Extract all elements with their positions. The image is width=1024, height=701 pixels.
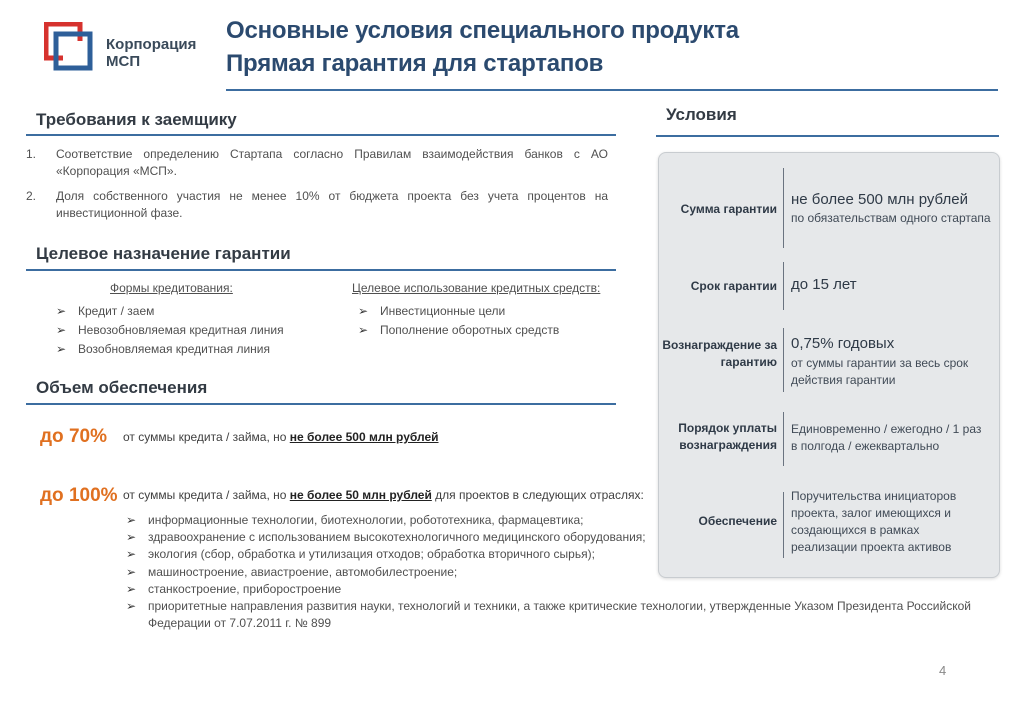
logo-mark-icon [44,22,98,74]
arrow-bullet-icon: ➢ [358,323,369,337]
list-item: ➢ Невозобновляемая кредитная линия [56,321,284,340]
condition-value: Поручительства инициаторов проекта, залог имеющихся и создающихся в рамках реализации проекта активов [791,489,957,554]
logo-line2: МСП [106,53,141,70]
logo-text [106,36,196,70]
arrow-bullet-icon: ➢ [56,323,67,337]
arrow-bullet-icon: ➢ [126,530,137,544]
condition-label: Обеспечение [698,514,777,528]
condition-value: до 15 лет [791,276,857,293]
condition-value: Единовременно / ежегодно / 1 раз в полгода / ежеквартально [791,422,982,453]
requirements-divider [26,134,616,136]
arrow-bullet-icon: ➢ [126,582,137,596]
condition-note: по обязательствам одного стартапа [791,211,991,225]
condition-divider [783,492,784,558]
condition-divider [783,262,784,310]
condition-note: от суммы гарантии за весь срок действия гарантии [791,356,969,387]
forms-list [56,302,284,359]
logo-line1: Корпорация [106,36,197,53]
collateral-pct-100: до 100% [40,485,118,506]
requirement-item [26,146,608,180]
condition-divider [783,168,784,248]
collateral-text-100: от суммы кредита / займа, но не более 50 млн рублей для проектов в следующих отраслях: [123,488,644,502]
requirement-number: 2. [26,189,37,203]
industry-item: ➢ машиностроение, авиастроение, автомобилестроение; [126,565,458,579]
industry-item: ➢ экология (сбор, обработка и утилизация отходов; обработка вторичного сырья); [126,547,595,561]
title-line1: Основные условия специального продукта [226,17,739,44]
collateral-text-70: от суммы кредита / займа, но не более 500 млн рублей [123,430,439,444]
industry-item: ➢ приоритетные направления развития науки, технологий и техники, а также критические технологии, утвержденные Указом Президента Российской Федерации от 7.07.2011 г. № 899 [126,599,971,630]
condition-label: Срок гарантии [690,279,777,293]
industry-item: ➢ здравоохранение с использованием высокотехнологичного медицинского оборудования; [126,530,646,544]
condition-label: Вознаграждение за гарантию [662,338,777,369]
title-line2: Прямая гарантия для стартапов [226,50,604,77]
list-item: ➢ Инвестиционные цели [358,302,559,321]
requirement-text: Соответствие определению Стартапа согласно Правилам взаимодействия банков с АО «Корпорация «МСП». [56,147,608,178]
forms-heading: Формы кредитования: [110,281,233,295]
industry-item: ➢ информационные технологии, биотехнологии, робототехника, фармацевтика; [126,513,584,527]
condition-value: 0,75% годовых [791,335,895,352]
arrow-bullet-icon: ➢ [126,513,137,527]
title-divider [226,89,998,91]
list-item: ➢ Возобновляемая кредитная линия [56,340,284,359]
arrow-bullet-icon: ➢ [126,565,137,579]
purpose-heading: Целевое назначение гарантии [36,244,291,263]
collateral-pct-70: до 70% [40,426,107,447]
requirement-item [26,188,608,222]
arrow-bullet-icon: ➢ [56,342,67,356]
conditions-divider [656,135,999,137]
list-item: ➢ Кредит / заем [56,302,284,321]
arrow-bullet-icon: ➢ [126,547,137,561]
condition-label: Сумма гарантии [680,202,777,216]
requirement-number: 1. [26,147,37,161]
use-heading: Целевое использование кредитных средств: [352,281,601,295]
conditions-heading: Условия [666,105,737,124]
arrow-bullet-icon: ➢ [358,304,369,318]
purpose-divider [26,269,616,271]
condition-divider [783,412,784,466]
condition-value: не более 500 млн рублей [791,191,968,208]
condition-label: Порядок уплаты вознаграждения [678,421,777,452]
uses-list [358,302,559,340]
condition-divider [783,328,784,392]
requirement-text: Доля собственного участия не менее 10% от бюджета проекта без учета процентов на инвестиционной фазе. [56,189,608,220]
requirements-heading: Требования к заемщику [36,110,237,129]
arrow-bullet-icon: ➢ [126,599,137,613]
collateral-divider [26,403,616,405]
page-title [226,14,739,80]
list-item: ➢ Пополнение оборотных средств [358,321,559,340]
collateral-heading: Объем обеспечения [36,378,208,397]
page-number: 4 [939,663,947,678]
arrow-bullet-icon: ➢ [56,304,67,318]
industry-item: ➢ станкостроение, приборостроение [126,582,342,596]
